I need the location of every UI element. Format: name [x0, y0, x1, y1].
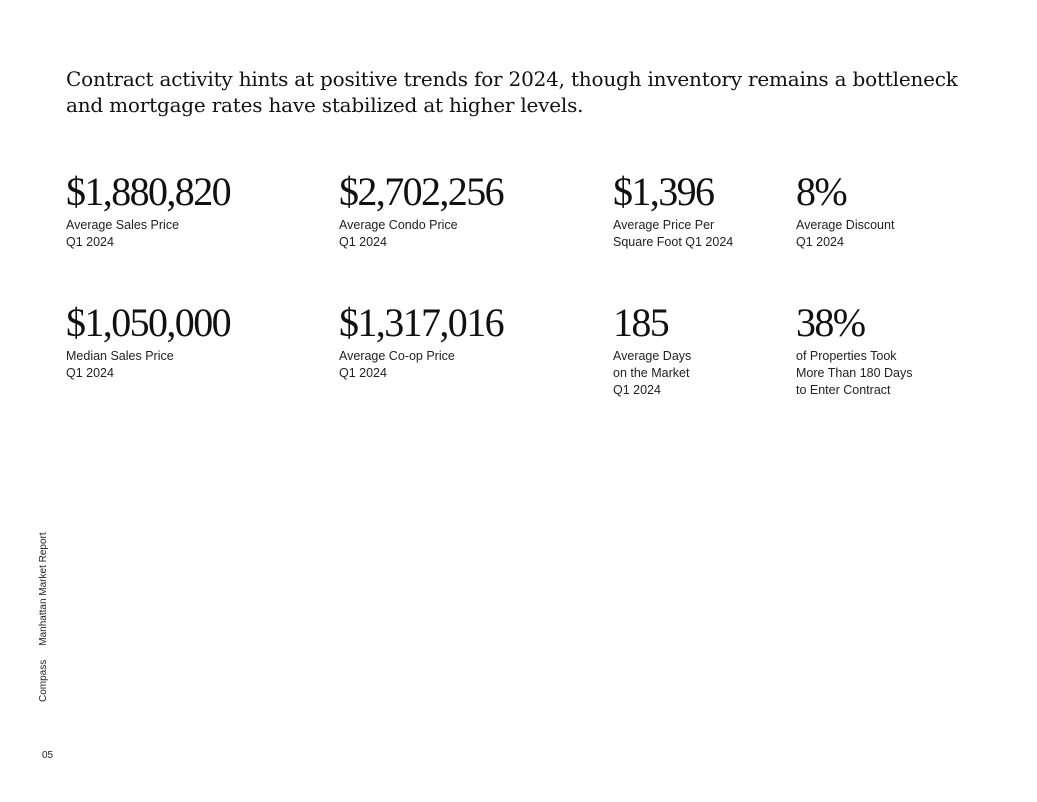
stat-label [613, 348, 691, 399]
stat-label [613, 217, 733, 251]
stat-average-coop-price [339, 301, 503, 382]
stat-label-line: of Properties Took [796, 349, 897, 363]
stat-label-line: Square Foot Q1 2024 [613, 235, 734, 249]
stat-value: $2,702,256 [339, 169, 504, 214]
stat-label-line: Average Price Per [613, 218, 715, 232]
stat-label-line: Q1 2024 [66, 366, 114, 380]
page-number: 05 [42, 750, 54, 761]
stat-label-line: Average Days [613, 349, 692, 363]
stat-label-line: Q1 2024 [339, 366, 387, 380]
stat-average-discount [796, 170, 894, 251]
stat-average-price-per-square-foot [613, 170, 733, 251]
stat-average-sales-price [66, 170, 230, 251]
stat-value: $1,396 [613, 169, 714, 214]
stat-value: $1,050,000 [66, 300, 231, 345]
stat-label-line: on the Market [613, 366, 690, 380]
stat-label-line: Q1 2024 [66, 235, 114, 249]
stat-label [66, 348, 230, 382]
stat-label-line: Median Sales Price [66, 349, 174, 363]
stat-label [796, 217, 894, 251]
brand-name: Compass [38, 659, 49, 702]
stat-value: $1,880,820 [66, 169, 231, 214]
stat-label [796, 348, 913, 399]
stat-label-line: Q1 2024 [339, 235, 387, 249]
stat-properties-over-180-days [796, 301, 913, 399]
stat-label [66, 217, 230, 251]
stat-label-line: Q1 2024 [613, 383, 661, 397]
stat-label-line: Average Sales Price [66, 218, 180, 232]
stat-value: 185 [613, 300, 669, 345]
stat-median-sales-price [66, 301, 230, 382]
report-side-label [34, 532, 54, 702]
stat-label-line: Q1 2024 [796, 235, 844, 249]
stat-average-condo-price [339, 170, 503, 251]
stat-label-line: More Than 180 Days [796, 366, 913, 380]
stat-label-line: Average Discount [796, 218, 895, 232]
stat-label-line: to Enter Contract [796, 383, 891, 397]
headline: Contract activity hints at positive trends for 2024, though inventory remains a bottleneck and mortgage rates have stabilized at higher levels. [66, 67, 958, 117]
stat-label-line: Average Condo Price [339, 218, 458, 232]
stat-value: $1,317,016 [339, 300, 504, 345]
stat-value: 38% [796, 300, 865, 345]
stat-value: 8% [796, 169, 847, 214]
stat-label-line: Average Co-op Price [339, 349, 455, 363]
report-title: Manhattan Market Report [38, 532, 49, 646]
stat-label [339, 348, 503, 382]
stat-label [339, 217, 503, 251]
stat-average-days-on-market [613, 301, 691, 399]
